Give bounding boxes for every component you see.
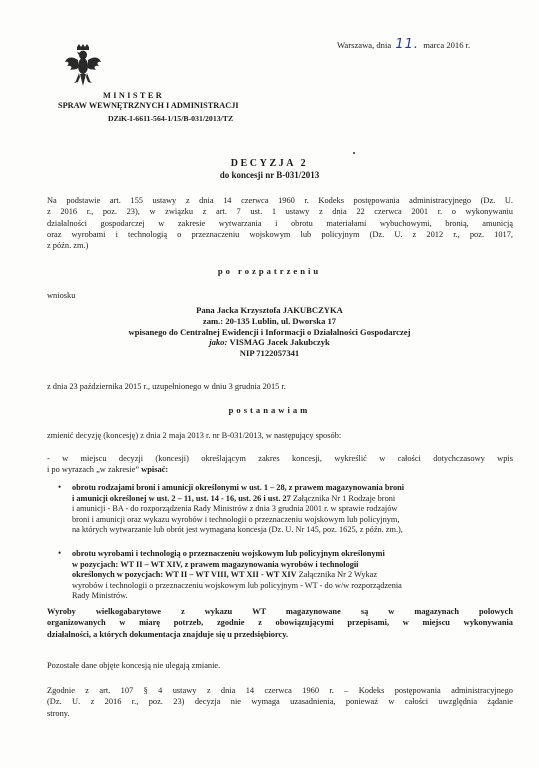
bullet-icon: • — [58, 482, 62, 492]
scope-change-paragraph — [47, 453, 513, 476]
paragraph-line: Wyroby wielkogabarytowe z wykazu WT magazynowane są w magazynach polowych — [47, 607, 513, 616]
party-register: wpisanego do Centralnej Ewidencji i Informacji o Działalności Gospodarczej — [128, 326, 411, 337]
paragraph-line: oraz wyrobami i technologią o przeznaczeniu wojskowym lub policyjnym (Dz. U. z 2012 r., poz. 1017, — [47, 229, 513, 239]
wniosku-label: wniosku — [47, 291, 76, 300]
reference-number: DZiK-I-6611-564-1/15/B-031/2013/TZ — [108, 114, 234, 123]
paragraph-line: - w miejscu decyzji (koncesji) określającym zakres koncesji, wykreślić w całości dotychczasowy wpis — [47, 454, 513, 463]
paragraph-line: Na podstawie art. 155 ustawy z dnia 14 czerwca 1960 r. Kodeks postępowania administracyjnego (Dz. U. — [47, 196, 513, 205]
bullet-line: i amunicji określonej w ust. 2 – 11, ust. 14 - 16, ust. 26 i ust. 27 Załącznika Nr 1 Rodzaje broni — [72, 493, 396, 503]
scan-speck — [353, 152, 355, 154]
po-rozpatrzeniu-heading: po rozpatrzeniu — [217, 266, 322, 276]
date-suffix: marca 2016 r. — [423, 40, 471, 50]
decision-title: DECYZJA 2 — [230, 158, 309, 169]
paragraph-line: (Dz. U. z 2016 r., poz. 23) decyzja nie wymaga uzasadnienia, ponieważ w całości uwzględnia żądanie — [47, 697, 513, 707]
party-name: Pana Jacka Krzysztofa JAKUBCZYKA — [196, 305, 343, 315]
minister-title: MINISTER — [103, 91, 165, 100]
party-block — [0, 305, 539, 359]
paragraph-line: Zgodnie z art. 107 § 4 ustawy z dnia 14 czerwca 1960 r. – Kodeks postępowania administracyjnego — [47, 686, 513, 695]
paragraph-line: z 2016 r., poz. 23), w związku z art. 7 ust. 1 ustawy z dnia 22 czerwca 2001 r. o wykonywaniu — [47, 207, 513, 217]
paragraph-line: działalności, a których dokumentacja znajduje się u przedsiębiorcy. — [47, 629, 289, 639]
oversize-goods-paragraph — [47, 606, 513, 640]
bullet-line: broni i amunicji oraz wykazu wyrobów i technologii o przeznaczeniu wojskowym lub policyjnym, — [72, 514, 400, 524]
party-address: zam.: 20-135 Lublin, ul. Dworska 17 — [202, 315, 337, 326]
justification-paragraph — [47, 685, 513, 719]
date-day-handwritten: 11. — [395, 37, 420, 52]
bullet-line: Rady Ministrów. — [72, 591, 128, 601]
bullet-line: obrotu wyrobami i technologią o przeznaczeniu wojskowym lub policyjnym określonymi — [72, 549, 385, 558]
bullet-weapons-scope — [72, 483, 513, 536]
date-prefix: Warszawa, dnia — [337, 40, 392, 50]
application-date: z dnia 23 października 2015 r., uzupełnionego w dniu 3 grudnia 2015 r. — [47, 382, 286, 391]
bullet-military-products-scope — [72, 549, 513, 602]
bullet-line: wyrobów i technologii o przeznaczeniu wojskowym lub policyjnym - WT - do w/w rozporządzenia — [72, 580, 402, 590]
paragraph-line: działalności gospodarczej w zakresie wytwarzania i obrotu materiałami wybuchowymi, bronią, amunicją — [47, 218, 513, 228]
remaining-data-note: Pozostałe dane objęte koncesją nie ulegają zmianie. — [47, 661, 221, 670]
date-line — [337, 37, 470, 52]
bullet-line: w pozycjach: WT II – WT XIV, z prawem magazynowania wyrobów i technologii — [72, 559, 359, 569]
party-nip: NIP 7122057341 — [239, 348, 300, 359]
wpisac-label: wpisać: — [141, 465, 169, 475]
bullet-line: określonych w pozycjach: WT II – WT VIII, WT XII - WT XIV Załącznika Nr 2 Wykaz — [72, 570, 378, 580]
bullet-line: i amunicji - BA - do rozporządzenia Rady Ministrów z dnia 3 grudnia 2001 r. w sprawie rodzajów — [72, 504, 398, 514]
bullet-line: obrotu rodzajami broni i amunicji określonymi w ust. 1 – 28, z prawem magazynowania broni — [72, 483, 405, 492]
paragraph-line: i po wyrazach „w zakresie” wpisać: — [47, 465, 169, 475]
paragraph-line: strony. — [47, 708, 70, 718]
paragraph-line: z późn. zm.) — [47, 241, 89, 251]
party-jako: jako: VISMAG Jacek Jakubczyk — [209, 337, 330, 348]
ministry-name: SPRAW WEWNĘTRZNYCH I ADMINISTRACJI — [58, 101, 239, 110]
paragraph-line: organizowanych w miarę potrzeb, zgodnie z obowiązującymi przepisami, w miejscu wykonywania — [47, 618, 513, 628]
bullet-icon: • — [58, 548, 62, 558]
decision-subtitle: do koncesji nr B-031/2013 — [219, 170, 320, 180]
intro-paragraph — [47, 195, 513, 251]
postanawiam-heading: postanawiam — [228, 405, 311, 415]
change-instruction: zmienić decyzję (koncesję) z dnia 2 maja 2013 r. nr B-031/2013, w następujący sposób: — [47, 431, 342, 440]
polish-eagle-emblem-icon — [64, 44, 102, 88]
bullet-line: na których wytwarzanie lub obrót jest wymagana koncesja (Dz. U. Nr 145, poz. 1625, z późn. zm.), — [72, 525, 403, 535]
